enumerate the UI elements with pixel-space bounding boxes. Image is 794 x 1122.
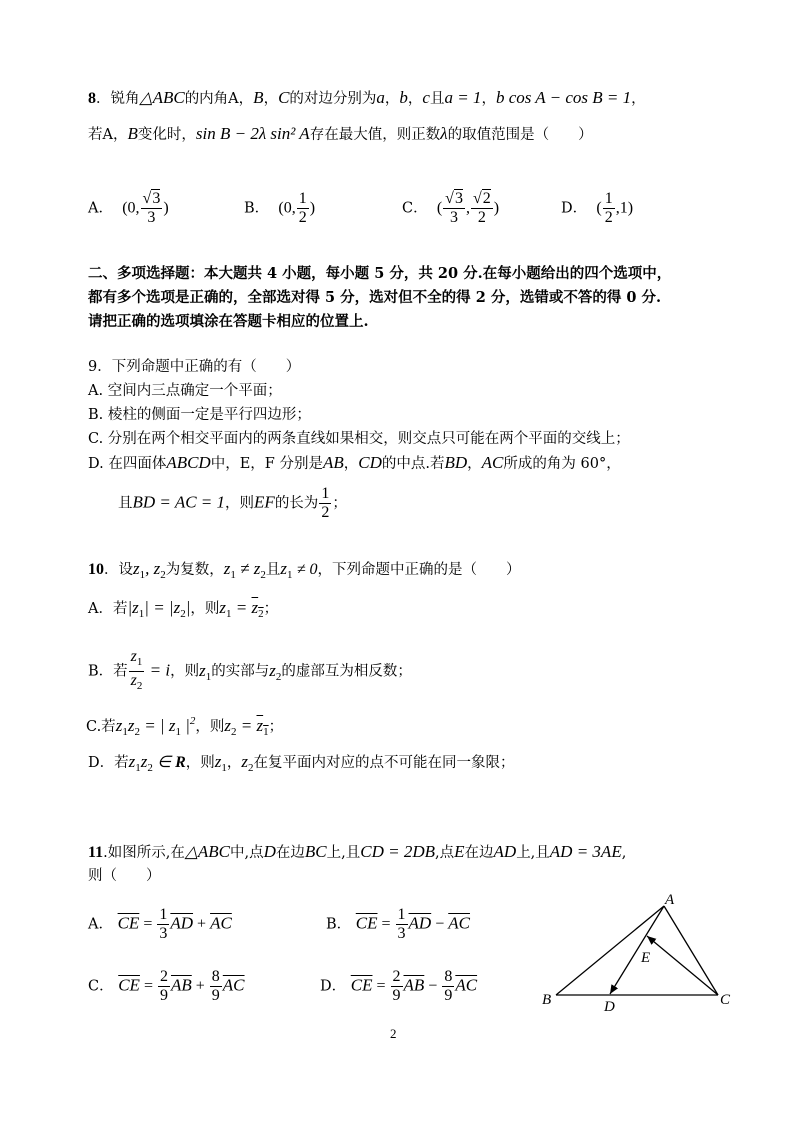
label-d: D: [604, 999, 615, 1015]
label-a: A: [665, 892, 675, 908]
q8-condition-2: b cos A − cos B = 1: [495, 88, 632, 107]
q9-option-d-cont: 且BD = AC = 1，则EF的长为 $\frac{1}{2}$ ；: [118, 485, 347, 521]
triangle-abc: △ABC: [139, 88, 185, 107]
q11-option-c[interactable]: C． $\overline{CE}$ = $\frac{2}{9}$ $\overline{AB}$ + $\frac{8}{9}$ $\overline{AC}$: [88, 968, 245, 1004]
label-e: E: [641, 950, 651, 966]
side-ac: [664, 906, 718, 995]
q10-option-a[interactable]: A．若$|z_1| = |z_2|$，则$z_1 = z_2$；: [88, 598, 279, 620]
q11-option-a[interactable]: A． $\overline{CE}$ = $\frac{1}{3}$ $\overline{AD} + \overline{AC}$: [88, 906, 232, 942]
q8-line2: 若A，B变化时，sin B − 2λ sin² A存在最大值，则正数λ的取值范围是（ ）: [88, 124, 593, 143]
q8-option-d[interactable]: D． ( $\frac{1}{2}$ ,1): [561, 190, 634, 226]
q9-option-d[interactable]: D. 在四面体ABCD中，E，F 分别是AB，CD的中点.若BD，AC所成的角为 60°，: [88, 453, 621, 472]
q8-option-b[interactable]: B． (0, $\frac{1}{2}$ ): [244, 190, 316, 226]
q11-stem: 11.如图所示,在△ABC中,点D在边BC上,且CD = 2DB,点E在边AD上,且AD = 3AE,: [88, 842, 627, 861]
q9-option-b[interactable]: B. 棱柱的侧面一定是平行四边形；: [88, 407, 311, 423]
q8-line1: 8．锐角△ABC的内角A，B，C的对边分别为a，b，c且a = 1，b cos A − cos B = 1，: [88, 88, 646, 107]
q8-option-a[interactable]: A． (0, $\frac{√3}{3}$ ): [88, 190, 169, 226]
q10-option-d[interactable]: D．若$z_1z_2$ ∈ R，则$z_1$，$z_2$在复平面内对应的点不可能在同一象限；: [88, 752, 515, 774]
q10-option-b[interactable]: B．若 $\frac{z_1}{z_2}$ = i，则$z_1$的实部与$z_2$的虚部互为相反数；: [88, 648, 412, 692]
q8-option-c[interactable]: C． ( $\frac{√3}{3}$ , $\frac{√2}{2}$ ): [402, 190, 500, 226]
q8-expression: sin B − 2λ sin² A: [195, 124, 310, 143]
q11-option-d[interactable]: D． $\overline{CE}$ = $\frac{2}{9}$ $\overline{AB}$ − $\frac{8}{9}$ $\overline{AC}$: [320, 968, 478, 1004]
q11-stem-2: 则（ ）: [88, 868, 161, 884]
q9-option-a[interactable]: A. 空间内三点确定一个平面；: [88, 383, 282, 399]
triangle-figure: [536, 890, 756, 1020]
label-b: B: [542, 992, 552, 1008]
q8-condition-1: a = 1: [444, 88, 482, 107]
q10-stem: 10．设$z_1$, $z_2$为复数，$z_1 \ne z_2$且$z_1 \ne 0$，下列命题中正确的是（ ）: [88, 559, 521, 581]
section2-instructions: 二、多项选择题：本大题共 4 小题，每小题 5 分，共 20 分.在每小题给出的四个选项中， 都有多个选项是正确的，全部选对得 5 分，选对但不全的得 2 分，选错或不答的得 0 分. 请把正确的选项填涂在答题卡相应的位置上.: [88, 265, 672, 330]
q11-option-b[interactable]: B． $\overline{CE}$ = $\frac{1}{3}$ $\overline{AD} - \overline{AC}$: [326, 906, 470, 942]
q9-option-c[interactable]: C. 分别在两个相交平面内的两条直线如果相交，则交点只可能在两个平面的交线上；: [88, 431, 630, 447]
label-c: C: [720, 992, 731, 1008]
q10-option-c[interactable]: C.若$z_1z_2$ = | $z_1$ $|^2$，则$z_2 = z_1$；: [86, 715, 284, 738]
segment-ce: [647, 936, 718, 995]
q8-number: 8: [88, 90, 96, 107]
q9-stem: 9．下列命题中正确的有（ ）: [88, 359, 301, 375]
page-number: 2: [390, 1026, 397, 1041]
segment-ad: [610, 906, 664, 994]
